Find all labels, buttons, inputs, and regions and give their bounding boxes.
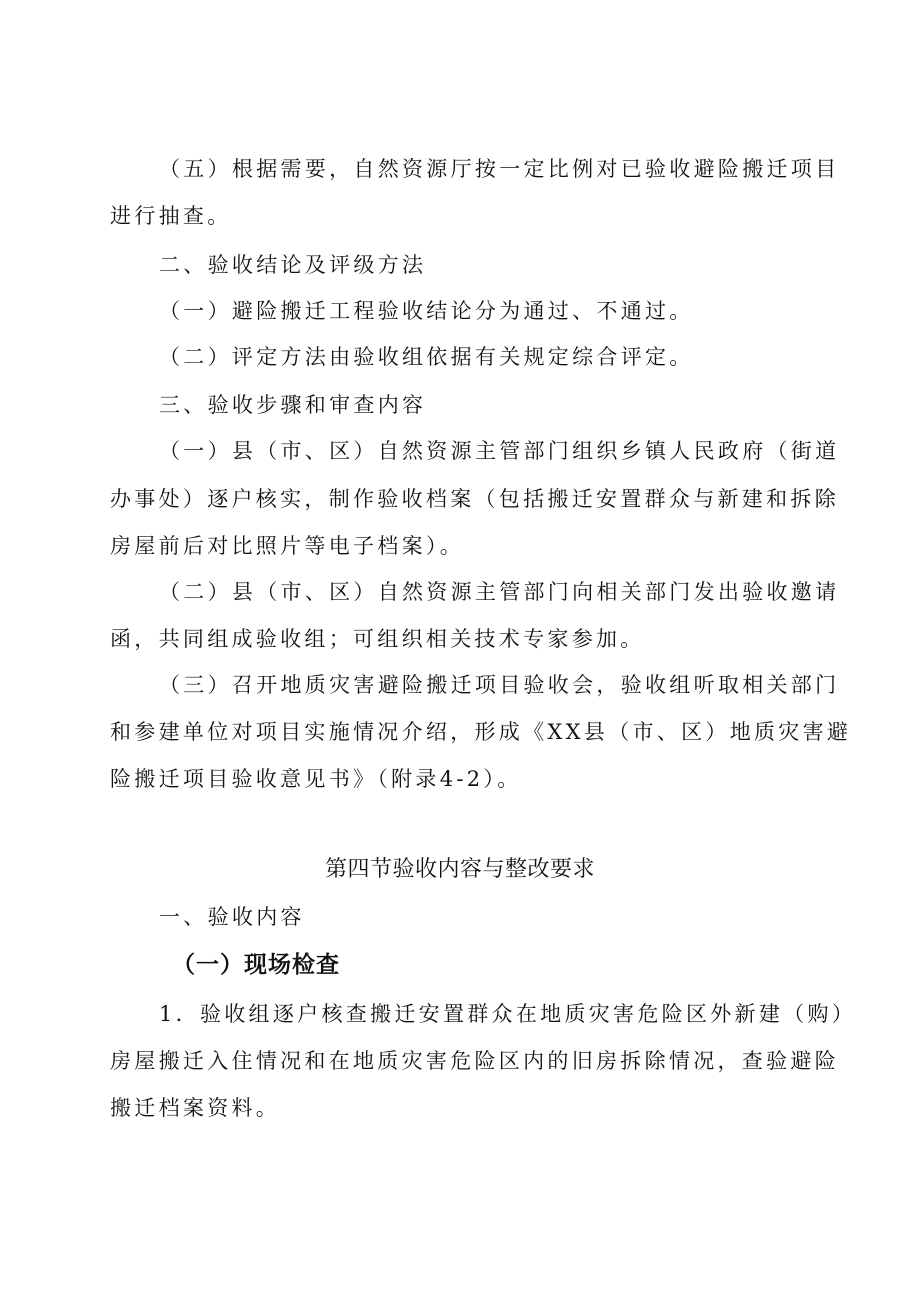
paragraph-item-5-line-2: 进行抽查。	[110, 204, 232, 228]
section-2-item-1: （一）避险搬迁工程验收结论分为通过、不通过。	[159, 299, 694, 323]
section-4-bold-subheading: （一）现场检查	[172, 952, 340, 978]
section-2-heading: 二、验收结论及评级方法	[159, 253, 427, 277]
section-4-item-1-line-3: 搬迁档案资料。	[110, 1096, 281, 1120]
section-3-item-2-line-2: 函，共同组成验收组；可组织相关技术专家参加。	[110, 627, 645, 651]
section-4-item-1-line-2: 房屋搬迁入住情况和在地质灾害危险区内的旧房拆除情况，查验避险	[110, 1049, 839, 1073]
section-3-heading: 三、验收步骤和审查内容	[159, 393, 427, 417]
section-2-item-2: （二）评定方法由验收组依据有关规定综合评定。	[159, 345, 694, 369]
section-3-item-2-line-1: （二）县（市、区）自然资源主管部门向相关部门发出验收邀请	[159, 580, 840, 604]
section-3-item-1-line-1: （一）县（市、区）自然资源主管部门组织乡镇人民政府（街道	[159, 439, 840, 463]
paragraph-item-5-line-1: （五）根据需要，自然资源厅按一定比例对已验收避险搬迁项目	[159, 157, 840, 181]
section-3-item-1-line-2: 办事处）逐户核实，制作验收档案（包括搬迁安置群众与新建和拆除	[110, 487, 839, 511]
section-3-item-3-line-1: （三）召开地质灾害避险搬迁项目验收会，验收组听取相关部门	[159, 673, 840, 697]
section-4-item-1-line-1: 1．验收组逐户核查搬迁安置群众在地质灾害危险区外新建（购）	[159, 1002, 857, 1026]
section-3-item-3-line-3: 险搬迁项目验收意见书》（附录4-2）。	[110, 767, 522, 791]
section-3-item-1-line-3: 房屋前后对比照片等电子档案）。	[110, 534, 464, 558]
section-3-item-3-line-2: 和参建单位对项目实施情况介绍，形成《XX县（市、区）地质灾害避	[110, 720, 852, 744]
section-4-title: 第四节验收内容与整改要求	[324, 857, 595, 882]
section-4-subheading-1: 一、验收内容	[159, 905, 305, 929]
